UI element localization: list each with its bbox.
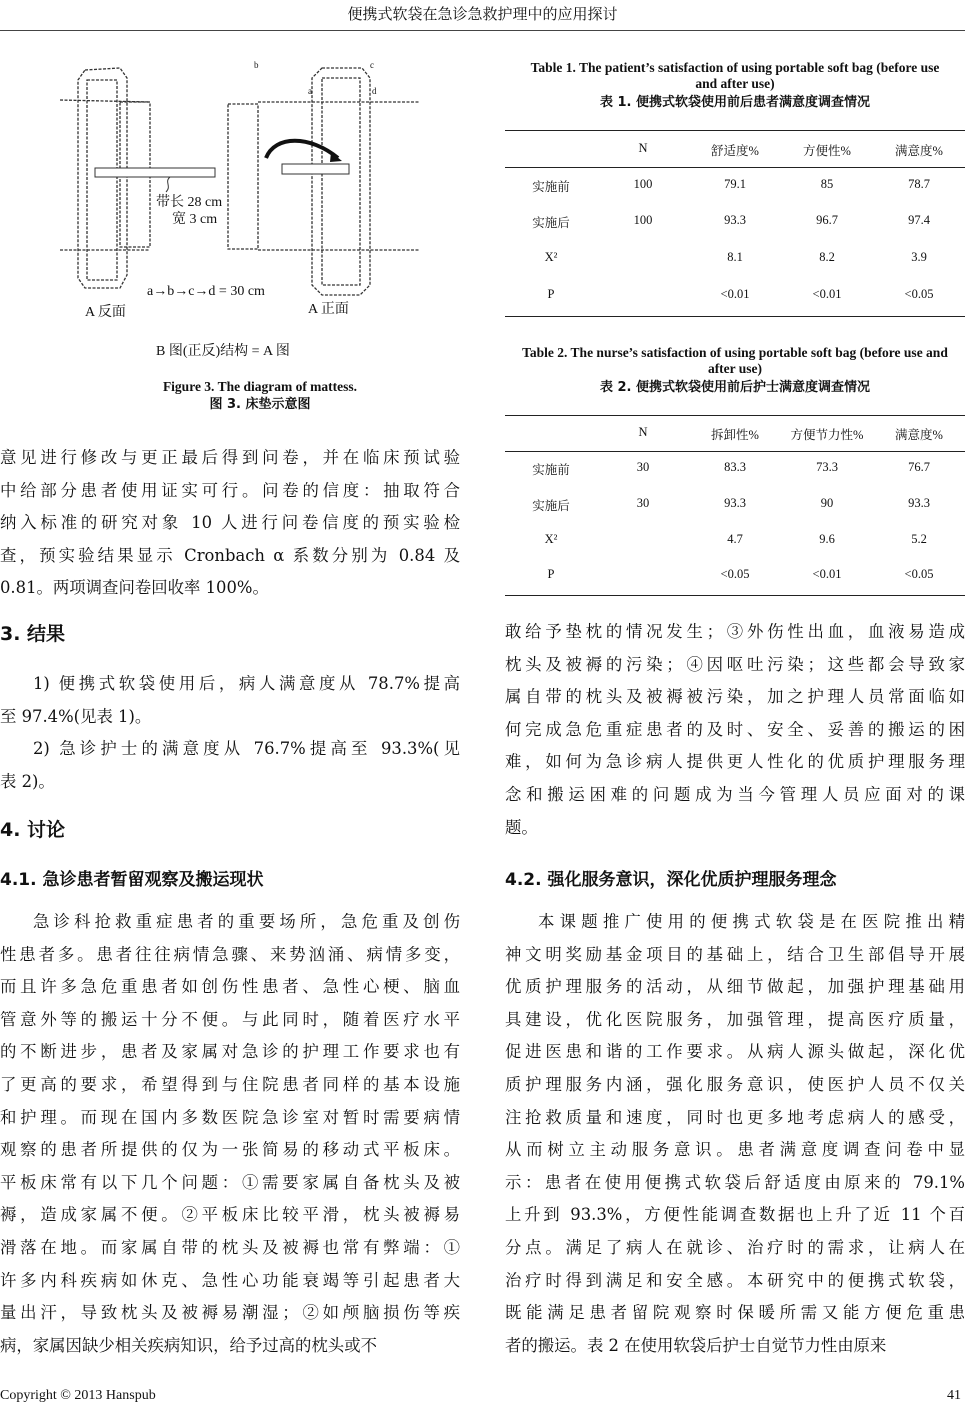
table-cell: 79.1 xyxy=(724,177,746,191)
text-line: 注抢救质量和速度，同时也更多地考虑病人的感受， xyxy=(505,1107,965,1127)
table2-caption-en: Table 2. The nurse’s satisfaction of using portable soft bag (before use and after use) xyxy=(522,345,948,376)
text-line: 查，预实验结果显示 Cronbach α 系数分别为 0.84 及 xyxy=(0,545,460,565)
point-b: b xyxy=(254,60,259,70)
text-line: 表 2)。 xyxy=(0,771,55,791)
section-3-heading: 3. 结果 xyxy=(0,623,66,645)
table-cell: 97.4 xyxy=(908,213,930,227)
table1-header-rule xyxy=(505,167,965,168)
table-cell: 实施后 xyxy=(532,499,570,513)
text-line: 1) 便携式软袋使用后，病人满意度从 78.7%提高 xyxy=(33,674,460,693)
text-line: 平板床常有以下几个问题：①需要家属自备枕头及被 xyxy=(0,1172,460,1192)
table-header-cell: 满意度% xyxy=(895,428,943,442)
table1-bottom-rule xyxy=(505,316,965,317)
table-cell: 96.7 xyxy=(816,213,838,227)
text-line: 敢给予垫枕的情况发生；③外伤性出血，血液易造成 xyxy=(505,622,965,641)
text-line: 何完成急危重症患者的及时、安全、妥善的搬运的困 xyxy=(505,719,965,739)
text-line: 枕头及被褥的污染；④因呕吐污染；这些都会导致家 xyxy=(505,654,965,674)
text-line: 至 97.4%(见表 1)。 xyxy=(0,706,152,726)
table2-top-rule xyxy=(505,415,965,416)
table-header-cell: 舒适度% xyxy=(711,144,759,158)
strap-front xyxy=(282,164,349,174)
table-cell: 78.7 xyxy=(908,177,930,191)
table-cell: 4.7 xyxy=(727,532,743,546)
table-cell: 实施后 xyxy=(532,216,570,230)
table1-top-rule xyxy=(505,130,965,131)
text-line: 了更高的要求，希望得到与住院患者同样的基本设施 xyxy=(0,1075,460,1094)
text-line: 属自带的枕头及被褥被污染，加之护理人员常面临如 xyxy=(505,687,965,707)
text-line: 管意外等的搬运十分不便。与此同时，随着医疗水平 xyxy=(0,1009,460,1029)
table-cell: <0.05 xyxy=(720,567,750,581)
table2-caption-cn: 表 2. 便携式软袋使用前后护士满意度调查情况 xyxy=(599,380,871,395)
text-line: 念和搬运困难的问题成为当今管理人员应面对的课 xyxy=(505,785,965,804)
table-cell: 76.7 xyxy=(908,460,930,474)
table1-caption-cn: 表 1. 便携式软袋使用前后患者满意度调查情况 xyxy=(599,95,871,110)
text-line: 2) 急诊护士的满意度从 76.7%提高至 93.3%(见 xyxy=(33,739,460,758)
table-cell: <0.05 xyxy=(904,287,934,301)
text-line: 难，如何为急诊病人提供更人性化的优质护理服务理 xyxy=(505,752,965,772)
text-line: 性患者多。患者往往病情急骤、来势汹涌、病情多变， xyxy=(0,944,460,964)
point-a: a xyxy=(308,86,312,96)
text-line: 和护理。而现在国内多数医院急诊室对暂时需要病情 xyxy=(0,1107,460,1127)
table-header-cell: 方便性% xyxy=(803,144,851,158)
page-number: 41 xyxy=(947,1388,961,1403)
text-line: 题。 xyxy=(505,817,538,837)
table-cell: 83.3 xyxy=(724,460,746,474)
strap-back xyxy=(95,168,215,177)
b-structure-label: B 图(正反)结构 = A 图 xyxy=(156,344,290,359)
abcd-label: a→b→c→d = 30 cm xyxy=(147,284,265,299)
text-line: 具建设，优化医院服务，加强管理，提高医疗质量， xyxy=(505,1009,965,1029)
a-back-label: A 反面 xyxy=(85,305,126,320)
table-cell: 100 xyxy=(633,177,653,191)
strap-width-label: 宽 3 cm xyxy=(172,212,218,227)
text-line: 示：患者在使用便携式软袋后舒适度由原来的 79.1% xyxy=(505,1172,965,1192)
table-cell: 实施前 xyxy=(532,180,570,194)
table-cell: 实施前 xyxy=(532,463,570,477)
table-cell: 73.3 xyxy=(816,460,838,474)
text-line: 纳入标准的研究对象 10 人进行问卷信度的预实验检 xyxy=(0,513,460,533)
table-header-cell: 满意度% xyxy=(895,144,943,158)
text-line: 分点。满足了病人在就诊、治疗时的需求，让病人在 xyxy=(505,1238,965,1257)
table-cell: X² xyxy=(544,250,558,264)
table-cell: P xyxy=(547,287,555,301)
table2-header-rule xyxy=(505,451,965,452)
point-c: c xyxy=(370,60,374,70)
table-header-cell: N xyxy=(638,425,648,439)
table-header-cell: 拆卸性% xyxy=(711,428,759,442)
point-d: d xyxy=(372,86,377,96)
text-line: 优质护理服务的活动，从细节做起，加强护理基础用 xyxy=(505,977,965,997)
running-header: 便携式软袋在急诊急救护理中的应用探讨 xyxy=(347,5,618,23)
table-cell: 93.3 xyxy=(724,213,746,227)
copyright: Copyright © 2013 Hanspub xyxy=(0,1388,156,1403)
table-cell: <0.01 xyxy=(720,287,750,301)
front-flap xyxy=(228,104,258,249)
text-line: 从而树立主动服务意识。患者满意度调查问卷中显 xyxy=(505,1140,965,1160)
text-line: 者的搬运。表 2 在使用软袋后护士自觉节力性由原来 xyxy=(505,1335,887,1355)
table-header-cell: N xyxy=(638,141,648,155)
text-line: 许多内科疾病如休克、急性心功能衰竭等引起患者大 xyxy=(0,1270,460,1290)
text-line: 中给部分患者使用证实可行。问卷的信度：抽取符合 xyxy=(0,480,460,500)
text-line: 既能满足患者留院观察时保暖所需又能方便危重患 xyxy=(505,1303,965,1323)
table2-bottom-rule xyxy=(505,595,965,596)
table-cell: X² xyxy=(544,532,558,546)
table-cell: 8.2 xyxy=(819,250,835,264)
text-line: 滑落在地。而家属自带的枕头及被褥也常有弊端：① xyxy=(0,1238,460,1257)
table-cell: 90 xyxy=(820,496,834,510)
table-cell: 93.3 xyxy=(908,496,930,510)
text-line: 的不断进步，患者及家属对急诊的护理工作要求也有 xyxy=(0,1042,460,1062)
text-line: 促进医患和谐的工作要求。从病人源头做起，深化优 xyxy=(505,1042,965,1062)
rotate-arrow-icon xyxy=(266,141,338,158)
table-cell: 3.9 xyxy=(911,250,927,264)
section-4-2-heading: 4.2. 强化服务意识，深化优质护理服务理念 xyxy=(505,870,837,890)
table-cell: <0.05 xyxy=(904,567,934,581)
table-cell: 8.1 xyxy=(727,250,743,264)
section-4-heading: 4. 讨论 xyxy=(0,819,66,841)
text-line: 量出汗，导致枕头及被褥易潮湿；②如颅脑损伤等疾 xyxy=(0,1303,460,1323)
text-line: 治疗时得到满足和安全感。本研究中的便携式软袋， xyxy=(505,1270,965,1290)
text-line: 褥，造成家属不便。②平板床比较平滑，枕头被褥易 xyxy=(0,1205,460,1225)
text-line: 上升到 93.3%，方便性能调查数据也上升了近 11 个百 xyxy=(505,1205,965,1225)
section-4-1-heading: 4.1. 急诊患者暂留观察及搬运现状 xyxy=(0,870,264,890)
table-cell: 93.3 xyxy=(724,496,746,510)
table-cell: 5.2 xyxy=(911,532,927,546)
figure-caption-en: Figure 3. The diagram of mattess. xyxy=(162,379,358,394)
text-line: 神文明奖励基金项目的基础上，结合卫生部倡导开展 xyxy=(505,944,965,964)
strap-length-label: 带长 28 cm xyxy=(156,195,223,210)
table-cell: 100 xyxy=(633,213,653,227)
text-line: 急诊科抢救重症患者的重要场所，急危重及创伤 xyxy=(33,912,460,931)
table-cell: 30 xyxy=(636,460,650,474)
table-cell: 9.6 xyxy=(819,532,835,546)
figure-caption-cn: 图 3. 床垫示意图 xyxy=(209,397,311,412)
text-line: 0.81。两项调查问卷回收率 100%。 xyxy=(0,578,269,598)
table-cell: 30 xyxy=(636,496,650,510)
text-line: 本课题推广使用的便携式软袋是在医院推出精 xyxy=(538,912,965,931)
table-cell: <0.01 xyxy=(812,287,842,301)
table-cell: 85 xyxy=(820,177,834,191)
table-cell: P xyxy=(547,567,555,581)
text-line: 意见进行修改与更正最后得到问卷，并在临床预试验 xyxy=(0,448,460,467)
table-header-cell: 方便节力性% xyxy=(790,428,864,442)
text-line: 病，家属因缺少相关疾病知识，给予过高的枕头或不 xyxy=(0,1335,377,1355)
text-line: 观察的患者所提供的仅为一张简易的移动式平板床。 xyxy=(0,1140,460,1160)
table-cell: <0.01 xyxy=(812,567,842,581)
text-line: 质护理服务内涵，强化服务意识，使医护人员不仅关 xyxy=(505,1075,965,1094)
text-line: 而且许多急危重患者如创伤性患者、急性心梗、脑血 xyxy=(0,977,460,997)
a-front-label: A 正面 xyxy=(308,302,349,317)
header-divider xyxy=(0,30,965,31)
table1-caption-en: Table 1. The patient’s satisfaction of using portable soft bag (before use and after use) xyxy=(530,60,940,91)
